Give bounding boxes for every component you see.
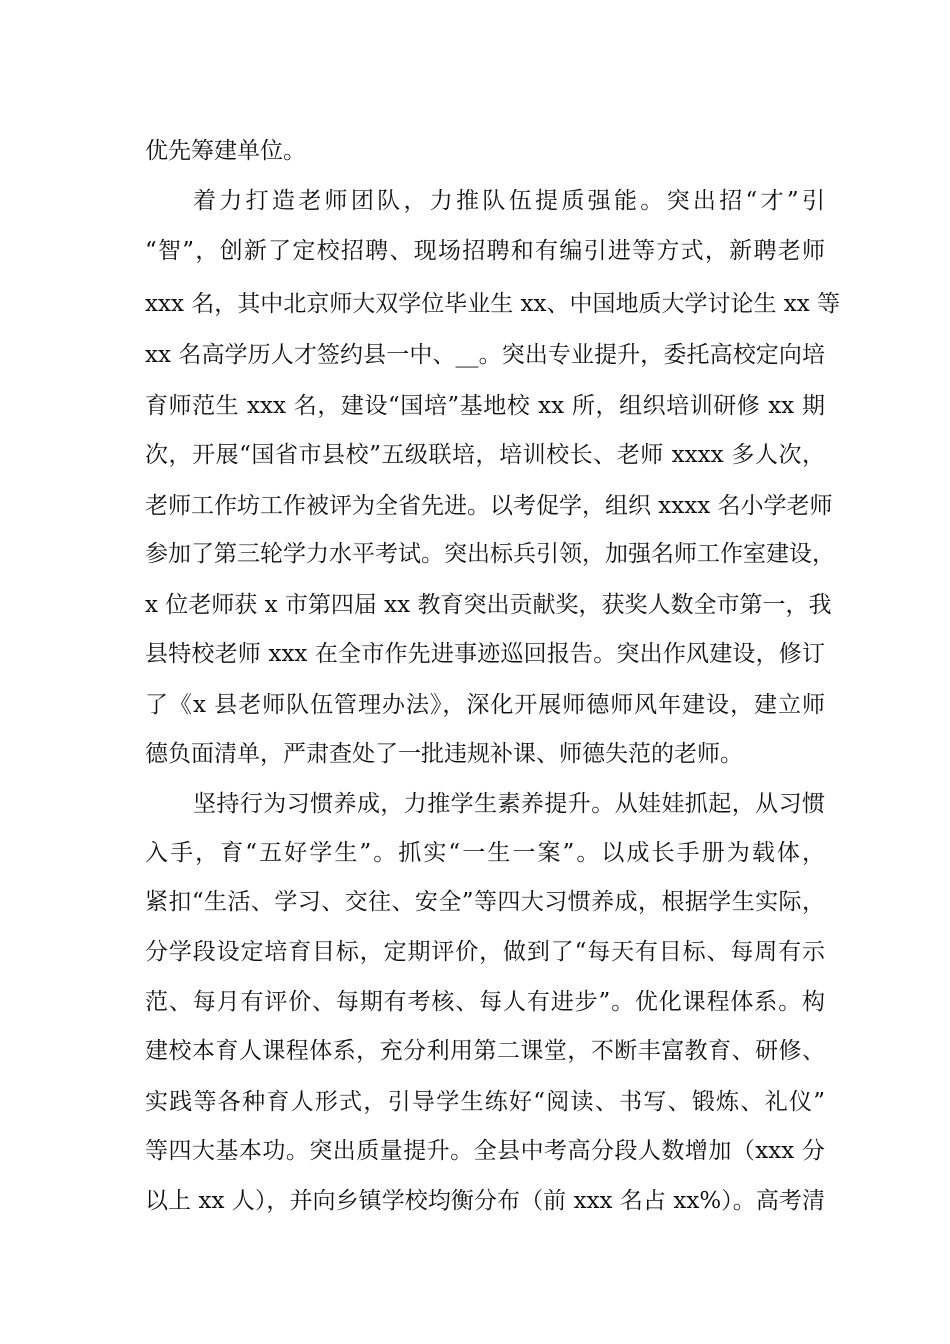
text-line: 参加了第三轮学力水平考试。突出标兵引领，加强名师工作室建设， bbox=[145, 541, 835, 567]
text-line: 优先筹建单位。 bbox=[145, 138, 306, 164]
text-line: 了《x 县老师队伍管理办法》，深化开展师德师风年建设，建立师 bbox=[145, 692, 825, 718]
text-line: 老师工作坊工作被评为全省先进。以考促学，组织 xxxx 名小学老师 bbox=[145, 493, 833, 519]
text-line: 分学段设定培育目标，定期评价，做到了“每天有目标、每周有示 bbox=[145, 939, 825, 965]
text-line: 县特校老师 xxx 在全市作先进事迹巡回报告。突出作风建设，修订 bbox=[145, 641, 825, 667]
text-line: 紧扣“生活、学习、交往、安全”等四大习惯养成，根据学生实际， bbox=[145, 889, 825, 915]
text-line: 德负面清单，严肃查处了一批违规补课、师德失范的老师。 bbox=[145, 741, 743, 767]
text-line: x 位老师获 x 市第四届 xx 教育突出贡献奖，获奖人数全市第一，我 bbox=[145, 592, 832, 618]
text-line: 等四大基本功。突出质量提升。全县中考高分段人数增加（xxx 分 bbox=[145, 1138, 825, 1164]
paragraph-start-line: 着力打造老师团队，力推队伍提质强能。突出招“才”引 bbox=[193, 188, 825, 214]
text-line: 育师范生 xxx 名，建设“国培”基地校 xx 所，组织培训研修 xx 期 bbox=[145, 393, 825, 419]
text-line: xxx 名，其中北京师大双学位毕业生 xx、中国地质大学讨论生 xx 等 bbox=[145, 291, 841, 317]
text-line: xx 名高学历人才签约县一中、__。突出专业提升，委托高校定向培 bbox=[145, 342, 825, 368]
paragraph-start-line: 坚持行为习惯养成，力推学生素养提升。从娃娃抓起，从习惯 bbox=[193, 791, 825, 817]
text-line: 建校本育人课程体系，充分利用第二课堂，不断丰富教育、研修、 bbox=[145, 1038, 825, 1064]
text-line: 入手，育“五好学生”。抓实“一生一案”。以成长手册为载体， bbox=[145, 840, 825, 866]
text-line: 实践等各种育人形式，引导学生练好“阅读、书写、锻炼、礼仪” bbox=[145, 1089, 825, 1115]
text-line: 以上 xx 人），并向乡镇学校均衡分布（前 xxx 名占 xx%）。高考清 bbox=[145, 1188, 825, 1214]
text-line: 范、每月有评价、每期有考核、每人有进步”。优化课程体系。构 bbox=[145, 989, 825, 1015]
text-line: “智”，创新了定校招聘、现场招聘和有编引进等方式，新聘老师 bbox=[145, 238, 825, 264]
text-line: 次，开展“国省市县校”五级联培，培训校长、老师 xxxx 多人次， bbox=[145, 442, 825, 468]
